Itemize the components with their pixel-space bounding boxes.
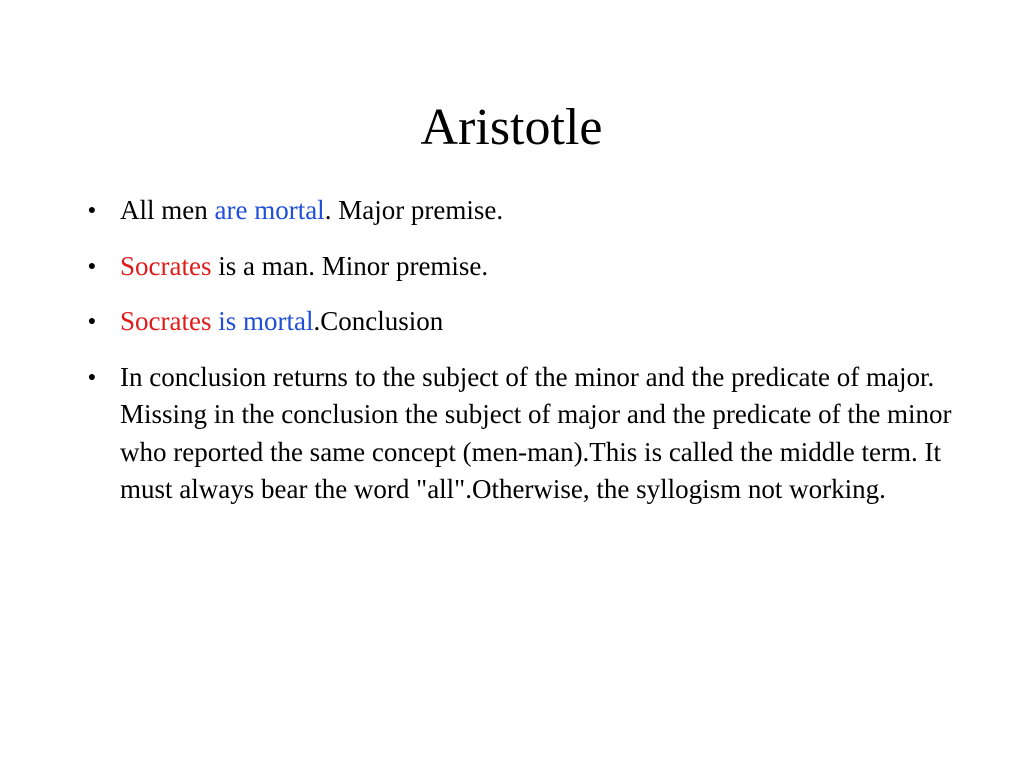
bullet-item-3 xyxy=(84,303,954,341)
bullet-highlight-predicate: are mortal xyxy=(214,195,325,225)
bullet-dot-icon: ● xyxy=(87,203,97,218)
bullet-dot-icon: ● xyxy=(87,369,97,385)
bullet-item-2 xyxy=(84,248,954,286)
slide-title: Aristotle xyxy=(420,99,603,156)
bullet-item-1 xyxy=(84,192,954,230)
bullet-text-segment: . Major premise. xyxy=(324,195,504,225)
bullet-list xyxy=(84,192,954,527)
bullet-highlight-subject: Socrates xyxy=(120,250,212,281)
bullet-item-4 xyxy=(84,359,954,509)
bullet-highlight-subject: Socrates xyxy=(120,306,212,336)
bullet-dot-icon: ● xyxy=(87,314,97,329)
bullet-highlight-predicate: is mortal xyxy=(218,306,314,336)
bullet-text-segment: All men xyxy=(120,195,215,225)
bullet-text-segment: is a man. Minor premise. xyxy=(211,250,489,281)
bullet-text-segment: .Conclusion xyxy=(313,306,444,336)
bullet-text-segment: In conclusion returns to the subject of the minor and the predicate of major. Missing in the conclusion the subject of major and the predicate of the minor who reported the same concept (men-man).This is called the middle term. It must always bear the word "all".Otherwise, the syllogism not working. xyxy=(120,361,952,504)
bullet-dot-icon: ● xyxy=(87,258,97,274)
